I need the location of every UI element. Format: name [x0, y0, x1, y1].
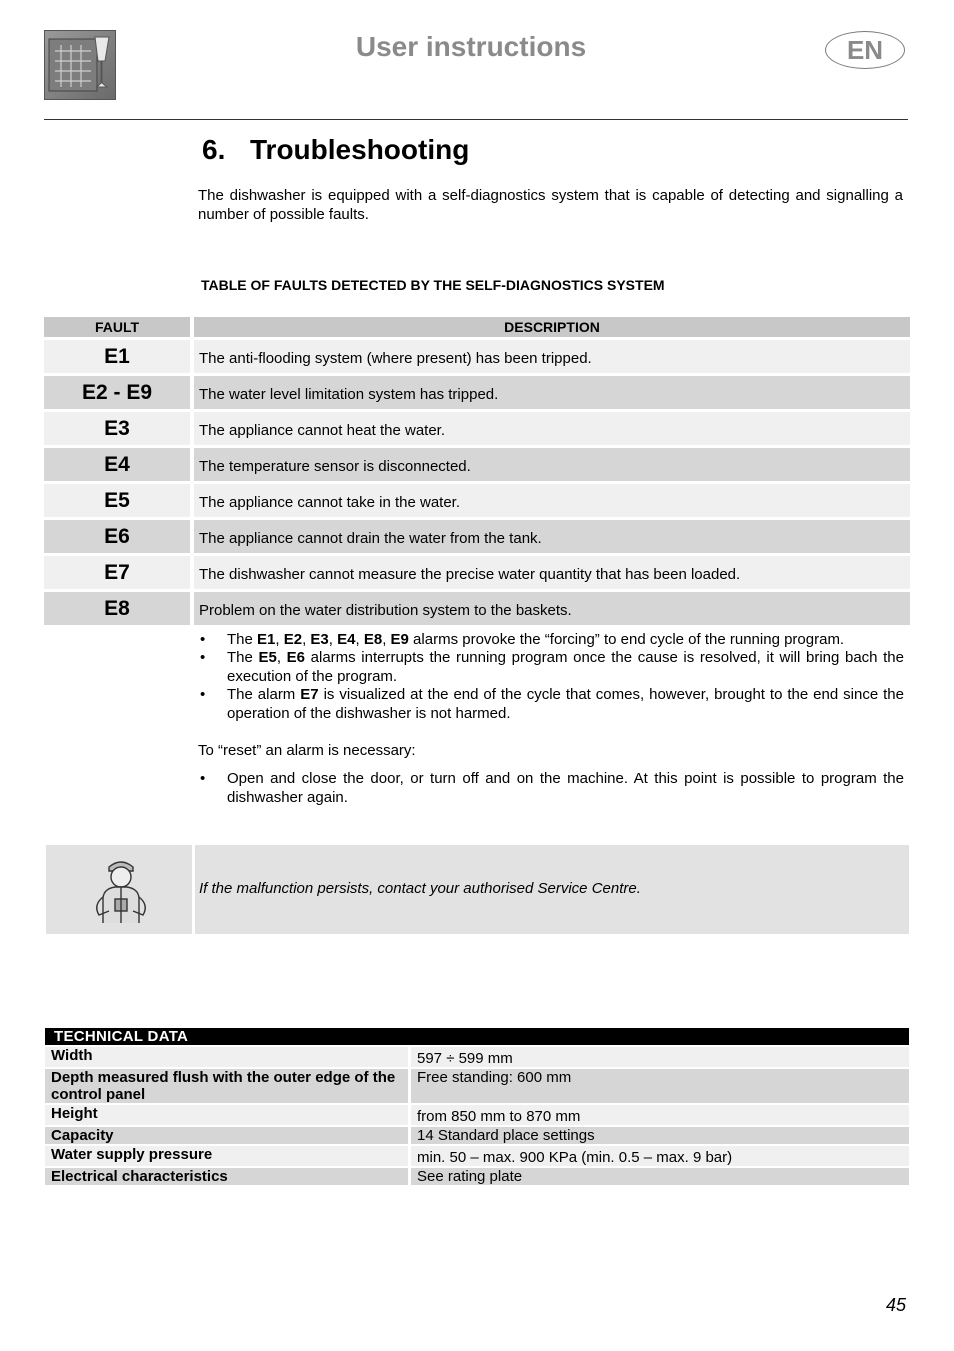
table-row [44, 484, 910, 517]
page-number: 45 [886, 1295, 907, 1315]
description-column-header: DESCRIPTION [194, 317, 910, 337]
alarm-code: E2 [283, 631, 303, 648]
note-text: alarms interrupts the running program once the cause is resolved, it will bring bach the execution of the program. [227, 649, 904, 685]
fault-code: E3 [44, 412, 190, 445]
technical-data-header [45, 1028, 909, 1045]
table-row [44, 556, 910, 589]
table-row [44, 412, 910, 445]
table-row [45, 1047, 909, 1067]
separator: , [328, 631, 338, 648]
fault-code: E4 [44, 448, 190, 481]
separator: , [382, 631, 391, 648]
language-badge: EN [825, 31, 905, 69]
service-note-icon-box [46, 845, 192, 934]
table-row [45, 1127, 909, 1144]
technician-icon [89, 853, 153, 927]
table-row [45, 1105, 909, 1125]
alarm-code: E1 [257, 631, 276, 648]
alarm-code: E3 [310, 631, 329, 648]
fault-code: E5 [44, 484, 190, 517]
fault-description: The appliance cannot drain the water from the tank. [194, 520, 910, 553]
reset-steps-list [198, 770, 904, 807]
service-note-text: If the malfunction persists, contact your authorised Service Centre. [199, 880, 641, 897]
fault-code: E8 [44, 592, 190, 625]
section-title-text: Troubleshooting [250, 134, 470, 165]
fault-description: Problem on the water distribution system to the baskets. [194, 592, 910, 625]
service-note-box [195, 845, 909, 934]
fault-code: E7 [44, 556, 190, 589]
note-text: alarms provoke the “forcing” to end cycle of the running program. [408, 631, 845, 648]
alarm-code: E9 [390, 631, 409, 648]
fault-description: The anti-flooding system (where present) has been tripped. [194, 340, 910, 373]
fault-column-header: FAULT [44, 317, 190, 337]
table-row [45, 1069, 909, 1103]
alarm-code: E7 [300, 686, 319, 703]
alarm-code: E4 [337, 631, 356, 648]
spec-label: Water supply pressure [45, 1146, 408, 1166]
table-row [44, 448, 910, 481]
alarm-notes-list [198, 631, 904, 723]
note-text: is visualized at the end of the cycle that comes, however, brought to the end since the operation of the dishwasher is not harmed. [227, 686, 904, 722]
spec-label: Depth measured flush with the outer edge of the control panel [45, 1069, 408, 1103]
list-item: • Open and close the door, or turn off and on the machine. At this point is possible to program the dishwasher again. [198, 770, 904, 807]
fault-description: The water level limitation system has tripped. [194, 376, 910, 409]
fault-description: The appliance cannot heat the water. [194, 412, 910, 445]
faults-table-heading: TABLE OF FAULTS DETECTED BY THE SELF-DIAGNOSTICS SYSTEM [201, 277, 665, 293]
fault-code: E2 - E9 [44, 376, 190, 409]
section-title [202, 134, 469, 166]
note-text: The [227, 649, 259, 666]
spec-value: See rating plate [411, 1168, 909, 1185]
spec-label: Height [45, 1105, 408, 1125]
list-item [198, 631, 904, 649]
table-row [45, 1146, 909, 1166]
spec-value: Free standing: 600 mm [411, 1069, 909, 1103]
list-item [198, 686, 904, 723]
separator: , [302, 631, 311, 648]
spec-value: 14 Standard place settings [411, 1127, 909, 1144]
technical-data-title: TECHNICAL DATA [45, 1028, 909, 1045]
intro-paragraph: The dishwasher is equipped with a self-diagnostics system that is capable of detecting and signalling a number of possible faults. [198, 187, 903, 223]
fault-description: The temperature sensor is disconnected. [194, 448, 910, 481]
faults-table-header [44, 317, 910, 337]
spec-label: Capacity [45, 1127, 408, 1144]
spec-value: 597 ÷ 599 mm [411, 1047, 909, 1067]
fault-code: E6 [44, 520, 190, 553]
separator: , [275, 631, 284, 648]
table-row [44, 592, 910, 625]
note-text: The [227, 631, 258, 648]
spec-label: Electrical characteristics [45, 1168, 408, 1185]
alarm-code: E6 [286, 649, 306, 666]
table-row [44, 520, 910, 553]
fault-code: E1 [44, 340, 190, 373]
alarm-code: E8 [363, 631, 383, 648]
spec-label: Width [45, 1047, 408, 1067]
list-item [198, 649, 904, 686]
table-row [45, 1168, 909, 1185]
note-text: The alarm [227, 686, 301, 703]
section-number: 6. [202, 134, 226, 165]
faults-table [44, 314, 910, 628]
header-divider [44, 119, 908, 120]
fault-description: The dishwasher cannot measure the precise water quantity that has been loaded. [194, 556, 910, 589]
header-title: User instructions [355, 31, 587, 62]
alarm-code: E5 [258, 649, 277, 666]
table-row [44, 340, 910, 373]
table-row [44, 376, 910, 409]
separator: , [276, 649, 287, 666]
reset-intro: To “reset” an alarm is necessary: [198, 742, 416, 759]
spec-value: from 850 mm to 870 mm [411, 1105, 909, 1125]
fault-description: The appliance cannot take in the water. [194, 484, 910, 517]
separator: , [355, 631, 364, 648]
spec-value: min. 50 – max. 900 KPa (min. 0.5 – max. 9 bar) [411, 1146, 909, 1166]
technical-data-table [45, 1026, 909, 1187]
